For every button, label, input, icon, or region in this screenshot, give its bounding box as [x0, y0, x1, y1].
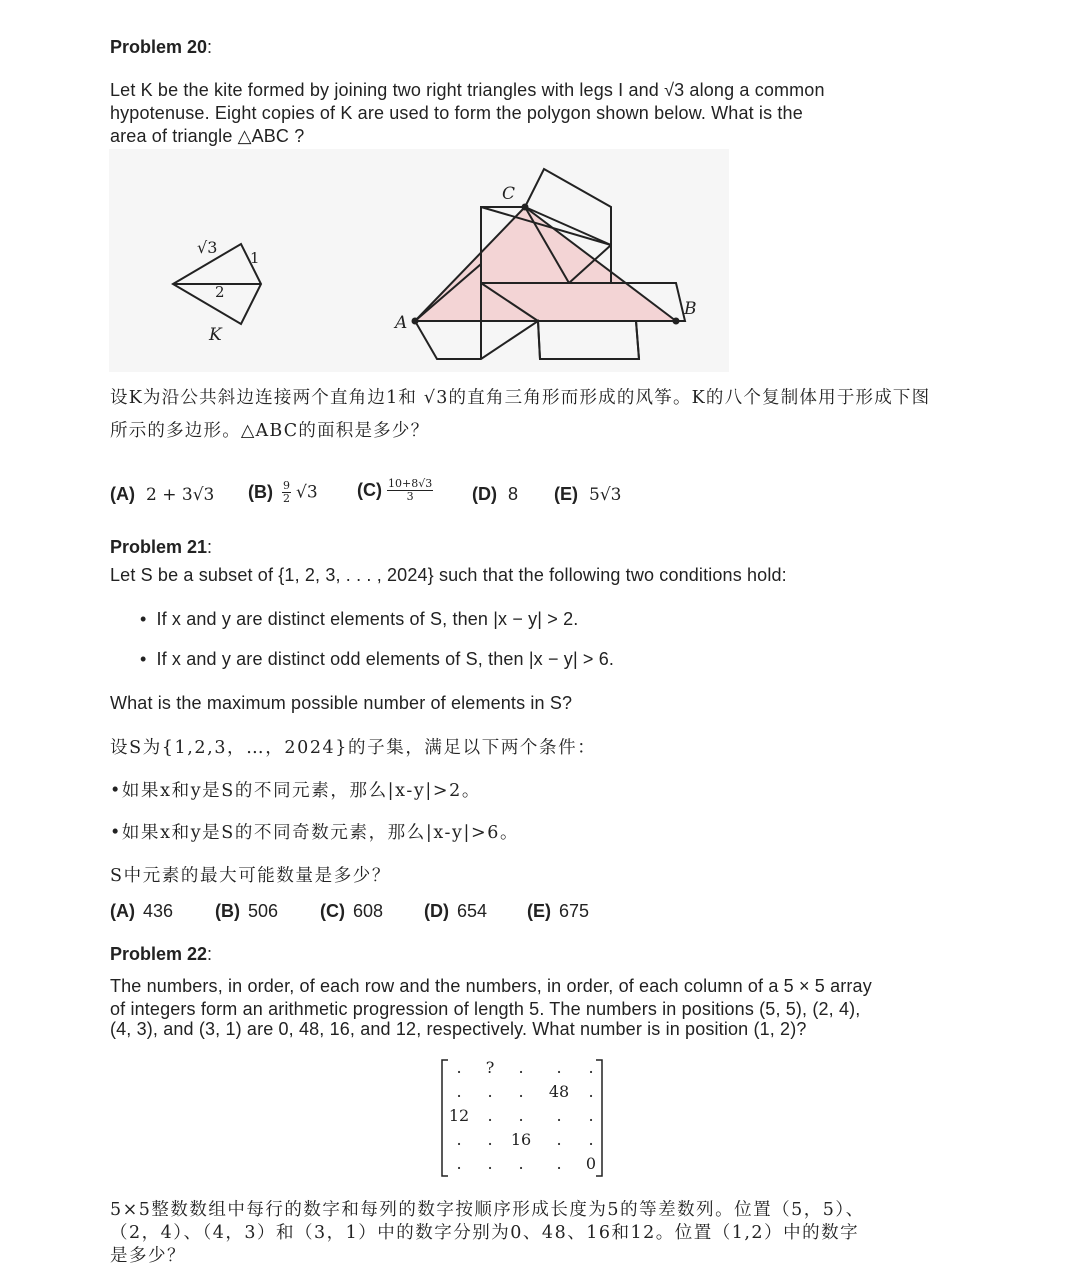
- matrix-cell-r4-c2: .: [487, 1130, 493, 1149]
- point-A: [412, 318, 419, 325]
- problem-20-option-d: (D) 8: [472, 484, 519, 504]
- problem-21-option-c: (C) 608: [320, 901, 384, 921]
- problem-22-chinese-line-2: （2，4）、（4，3）和（3，1）中的数字分别为0、48、16和12。位置（1,2）中的数字: [110, 1223, 860, 1243]
- matrix-cell-r2-c2: .: [487, 1082, 493, 1101]
- label-A: A: [395, 313, 408, 333]
- problem-22-chinese-line-3: 是多少？: [110, 1246, 186, 1266]
- kite-label-2: 2: [215, 283, 225, 301]
- matrix-cell-r2-c4: 48: [548, 1082, 570, 1101]
- matrix-cell-r2-c5: .: [588, 1082, 594, 1101]
- kite-label-K: K: [209, 325, 222, 345]
- problem-22-matrix: [440, 1058, 606, 1178]
- problem-22-text-line-1: The numbers, in order, of each row and the numbers, in order, of each column of a 5 × 5 array: [110, 976, 872, 996]
- matrix-cell-r1-c4: .: [556, 1058, 562, 1077]
- problem-21-option-d: (D) 654: [424, 901, 488, 921]
- matrix-cell-r1-c1: .: [456, 1058, 462, 1077]
- matrix-cell-r3-c4: .: [556, 1106, 562, 1125]
- matrix-cell-r4-c3: 16: [510, 1130, 532, 1149]
- problem-20-option-a: (A) 2 + 3√3: [110, 484, 215, 505]
- problem-21-chinese-line-3: •如果x和y是S的不同奇数元素，那么|x-y|>6。: [110, 823, 520, 843]
- problem-21-option-e: (E) 675: [527, 901, 590, 921]
- problem-21-option-b: (B) 506: [215, 901, 279, 921]
- problem-20-option-b: (B) $\frac{9}{2}$ √3: [248, 479, 318, 505]
- problem-20-option-c: (C) $\frac{10+8√3}{3}$: [357, 477, 433, 503]
- problem-21-text-line-1: Let S be a subset of {1, 2, 3, . . . , 2024} such that the following two conditions hold:: [110, 565, 787, 585]
- matrix-cell-r5-c3: .: [518, 1154, 524, 1173]
- problem-21-chinese-line-2: •如果x和y是S的不同元素，那么|x-y|>2。: [110, 781, 481, 801]
- matrix-cell-r1-c2: ?: [485, 1058, 495, 1077]
- problem-20-heading: Problem 20:: [110, 37, 213, 57]
- triangle-ABC-fill: [415, 207, 676, 321]
- point-B: [673, 318, 680, 325]
- problem-20-chinese-line-2: 所示的多边形。△ABC的面积是多少？: [110, 421, 430, 441]
- problem-20-chinese-line-1: 设K为沿公共斜边连接两个直角边1和 √3的直角三角形而形成的风筝。K的八个复制体用于形成下图: [110, 388, 931, 408]
- matrix-cell-r4-c1: .: [456, 1130, 462, 1149]
- matrix-cell-r5-c2: .: [487, 1154, 493, 1173]
- problem-21-chinese-line-1: 设S为{1,2,3，…，2024}的子集，满足以下两个条件：: [110, 738, 597, 758]
- matrix-cell-r5-c4: .: [556, 1154, 562, 1173]
- problem-20-text-line-2: hypotenuse. Eight copies of K are used to form the polygon shown below. What is the: [110, 103, 803, 123]
- problem-20-text-line-1: Let K be the kite formed by joining two right triangles with legs I and √3 along a common: [110, 80, 825, 100]
- problem-22-text-line-2: of integers form an arithmetic progression of length 5. The numbers in positions (5, 5), (2, 4),: [110, 999, 861, 1019]
- problem-21-chinese-line-4: S中元素的最大可能数量是多少？: [110, 866, 391, 886]
- problem-21-option-a: (A) 436: [110, 901, 174, 921]
- matrix-cell-r3-c1: 12: [448, 1106, 470, 1125]
- matrix-cell-r1-c5: .: [588, 1058, 594, 1077]
- matrix-cell-r4-c4: .: [556, 1130, 562, 1149]
- matrix-cell-r3-c5: .: [588, 1106, 594, 1125]
- matrix-cell-r4-c5: .: [588, 1130, 594, 1149]
- problem-21-condition-1: • If x and y are distinct elements of S, then |x − y| > 2.: [140, 609, 579, 629]
- kite-figure-svg: [109, 149, 729, 372]
- problem-22-chinese-line-1: 5×5整数数组中每行的数字和每列的数字按顺序形成长度为5的等差数列。位置（5，5）、: [110, 1200, 865, 1220]
- problem-22-text-line-3: (4, 3), and (3, 1) are 0, 48, 16, and 12, respectively. What number is in position (1, 2)?: [110, 1019, 807, 1039]
- kite-figure: [109, 149, 729, 372]
- matrix-cell-r5-c1: .: [456, 1154, 462, 1173]
- label-B: B: [684, 299, 697, 319]
- matrix-cell-r5-c5: 0: [585, 1154, 597, 1173]
- matrix-cell-r3-c2: .: [487, 1106, 493, 1125]
- problem-21-heading: Problem 21:: [110, 537, 213, 557]
- matrix-cell-r2-c3: .: [518, 1082, 524, 1101]
- kite-label-1: 1: [250, 249, 260, 267]
- problem-21-condition-2: • If x and y are distinct odd elements of S, then |x − y| > 6.: [140, 649, 615, 669]
- kite-label-sqrt3: √3: [197, 238, 218, 257]
- problem-21-question: What is the maximum possible number of elements in S?: [110, 693, 573, 713]
- label-C: C: [502, 184, 516, 204]
- problem-20-option-e: (E) 5√3: [554, 484, 622, 505]
- problem-22-heading: Problem 22:: [110, 944, 213, 964]
- matrix-cell-r2-c1: .: [456, 1082, 462, 1101]
- problem-20-text-line-3: area of triangle △ABC ?: [110, 126, 305, 146]
- point-C: [522, 204, 529, 211]
- matrix-cell-r3-c3: .: [518, 1106, 524, 1125]
- matrix-cell-r1-c3: .: [518, 1058, 524, 1077]
